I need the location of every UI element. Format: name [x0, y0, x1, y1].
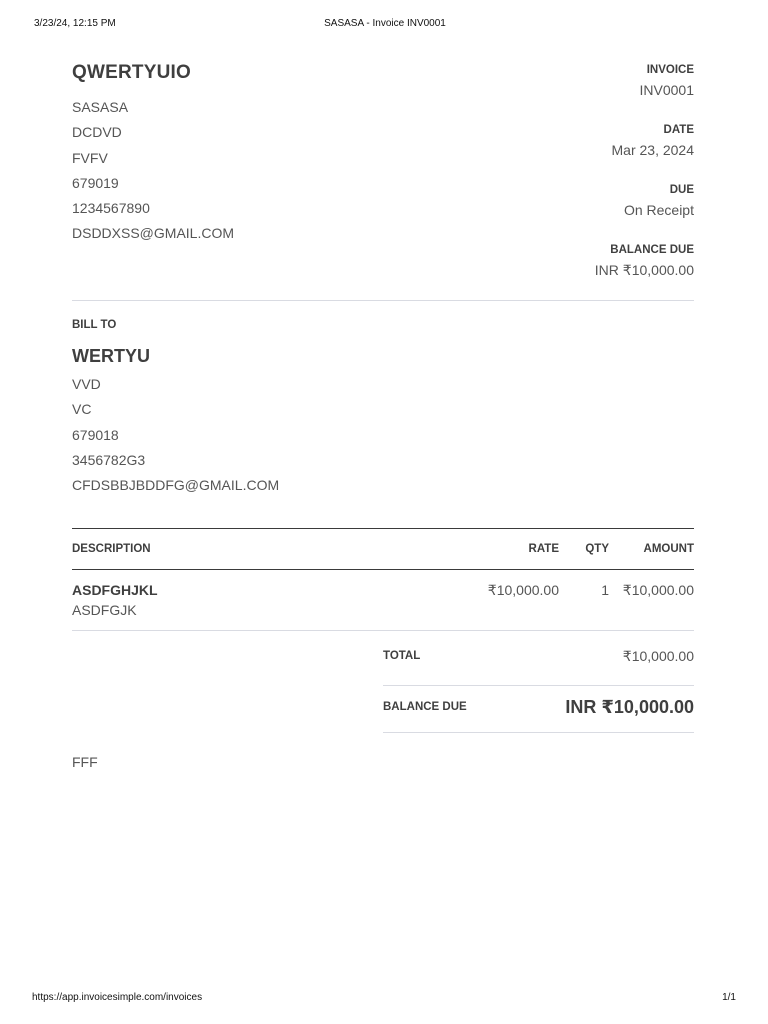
- invoice-page: [72, 60, 694, 770]
- invoice-header: [72, 60, 694, 300]
- client-name: WERTYU: [72, 346, 150, 366]
- print-page-count: 1/1: [722, 992, 736, 1003]
- item-name: ASDFGHJKL: [72, 582, 158, 598]
- balance-due-label: BALANCE DUE: [610, 244, 694, 256]
- client-line: 679018: [72, 426, 119, 443]
- balance-due-row: [383, 686, 694, 733]
- total-row: [383, 640, 694, 686]
- company-line: DSDDXSS@GMAIL.COM: [72, 225, 235, 242]
- client-details: [72, 375, 694, 501]
- balance-due-row-label: BALANCE DUE: [383, 701, 467, 713]
- company-name: QWERTYUIO: [72, 62, 191, 83]
- bill-to-label: BILL TO: [72, 319, 117, 331]
- invoice-label: INVOICE: [646, 64, 694, 76]
- column-header-description: DESCRIPTION: [72, 543, 151, 555]
- print-footer: [32, 992, 736, 1006]
- total-label: TOTAL: [383, 650, 421, 662]
- company-line: SASASA: [72, 99, 129, 115]
- print-document-title: SASASA - Invoice INV0001: [324, 18, 446, 29]
- client-line: 3456782G3: [72, 451, 146, 468]
- total-value: ₹10,000.00: [622, 648, 694, 664]
- client-line: CFDSBBJBDDFG@GMAIL.COM: [72, 477, 280, 494]
- due-terms: On Receipt: [623, 202, 694, 218]
- invoice-meta: [595, 63, 694, 303]
- print-timestamp: 3/23/24, 12:15 PM: [34, 18, 116, 29]
- company-line: 1234567890: [72, 200, 150, 217]
- company-details: [72, 98, 234, 250]
- date-label: DATE: [663, 124, 694, 136]
- print-header: [34, 18, 736, 32]
- item-amount: ₹10,000.00: [622, 582, 694, 598]
- company-line: DCDVD: [72, 124, 122, 141]
- balance-due-value: INR ₹10,000.00: [594, 262, 694, 278]
- items-table-header: [72, 528, 694, 570]
- totals-section: [383, 640, 694, 733]
- invoice-number: INV0001: [639, 82, 694, 98]
- column-header-qty: QTY: [585, 543, 609, 555]
- column-header-amount: AMOUNT: [643, 543, 694, 555]
- company-line: 679019: [72, 174, 119, 191]
- print-url: https://app.invoicesimple.com/invoices: [32, 992, 203, 1003]
- item-description: ASDFGJK: [72, 602, 137, 618]
- due-label: DUE: [669, 184, 694, 196]
- company-line: FVFV: [72, 149, 108, 166]
- invoice-date: Mar 23, 2024: [611, 142, 694, 158]
- client-line: VVD: [72, 376, 101, 392]
- items-table: [72, 528, 694, 631]
- item-rate: ₹10,000.00: [487, 582, 559, 598]
- client-line: VC: [72, 401, 92, 418]
- column-header-rate: RATE: [528, 543, 559, 555]
- item-qty: 1: [601, 582, 609, 598]
- invoice-notes: FFF: [72, 754, 98, 770]
- balance-due-row-value: INR ₹10,000.00: [565, 697, 694, 717]
- header-divider: [72, 300, 694, 301]
- table-row: [72, 570, 694, 631]
- bill-to-section: [72, 318, 694, 501]
